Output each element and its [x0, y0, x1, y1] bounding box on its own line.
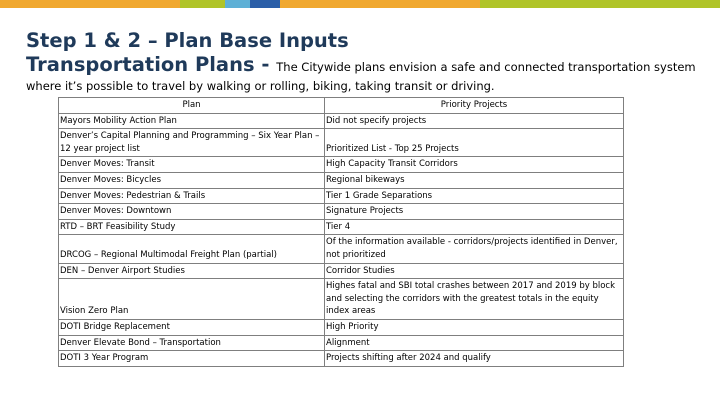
priority-cell: Prioritized List - Top 25 Projects — [325, 129, 624, 157]
plan-cell: Denver Moves: Pedestrian & Trails — [59, 188, 325, 204]
table-row — [59, 157, 624, 173]
priority-cell: Tier 4 — [325, 219, 624, 235]
priority-cell: High Priority — [325, 319, 624, 335]
slide-heading — [26, 53, 696, 76]
plans-table — [58, 97, 624, 367]
slide-subtitle-part2: where it’s possible to travel by walking or rolling, biking, taking transit or driving. — [26, 79, 495, 93]
header-priority-projects: Priority Projects — [325, 98, 624, 114]
color-bar-blue-light — [225, 0, 250, 8]
color-bar-orange-1 — [0, 0, 180, 8]
color-bar-green-2 — [480, 0, 720, 8]
plan-cell: Denver’s Capital Planning and Programming – Six Year Plan – 12 year project list — [59, 129, 325, 157]
plan-cell: Vision Zero Plan — [59, 279, 325, 320]
priority-cell: Highes fatal and SBI total crashes between 2017 and 2019 by block and selecting the corridors with the greatest totals in the equity index areas — [325, 279, 624, 320]
priority-cell: Corridor Studies — [325, 263, 624, 279]
plan-cell: DRCOG – Regional Multimodal Freight Plan (partial) — [59, 235, 325, 263]
priority-cell: Of the information available - corridors/projects identified in Denver, not prioritized — [325, 235, 624, 263]
plan-cell: DOTI 3 Year Program — [59, 351, 325, 367]
table-row — [59, 319, 624, 335]
priority-cell: Projects shifting after 2024 and qualify — [325, 351, 624, 367]
plan-cell: Denver Elevate Bond – Transportation — [59, 335, 325, 351]
priority-cell: Alignment — [325, 335, 624, 351]
table-row — [59, 279, 624, 320]
table-row — [59, 235, 624, 263]
table-row — [59, 188, 624, 204]
slide-subtitle-part1: The Citywide plans envision a safe and connected transportation system — [276, 60, 696, 74]
slide-title: Step 1 & 2 – Plan Base Inputs — [26, 29, 349, 52]
table-row — [59, 204, 624, 220]
color-bar-orange-2 — [280, 0, 480, 8]
header-plan: Plan — [59, 98, 325, 114]
table-row — [59, 351, 624, 367]
priority-cell: Did not specify projects — [325, 113, 624, 129]
color-bar-green-1 — [180, 0, 225, 8]
table-row — [59, 113, 624, 129]
header-color-bars — [0, 0, 720, 8]
table-row — [59, 129, 624, 157]
priority-cell: Signature Projects — [325, 204, 624, 220]
slide-heading-bold: Transportation Plans - — [26, 53, 270, 76]
table-row — [59, 263, 624, 279]
table-row — [59, 172, 624, 188]
priority-cell: Regional bikeways — [325, 172, 624, 188]
table-header-row — [59, 98, 624, 114]
priority-cell: Tier 1 Grade Separations — [325, 188, 624, 204]
plan-cell: DOTI Bridge Replacement — [59, 319, 325, 335]
plan-cell: DEN – Denver Airport Studies — [59, 263, 325, 279]
plan-cell: Denver Moves: Downtown — [59, 204, 325, 220]
plan-cell: Denver Moves: Bicycles — [59, 172, 325, 188]
plan-cell: RTD – BRT Feasibility Study — [59, 219, 325, 235]
table-row — [59, 219, 624, 235]
priority-cell: High Capacity Transit Corridors — [325, 157, 624, 173]
plan-cell: Mayors Mobility Action Plan — [59, 113, 325, 129]
color-bar-blue-dark — [250, 0, 280, 8]
plan-cell: Denver Moves: Transit — [59, 157, 325, 173]
table-row — [59, 335, 624, 351]
